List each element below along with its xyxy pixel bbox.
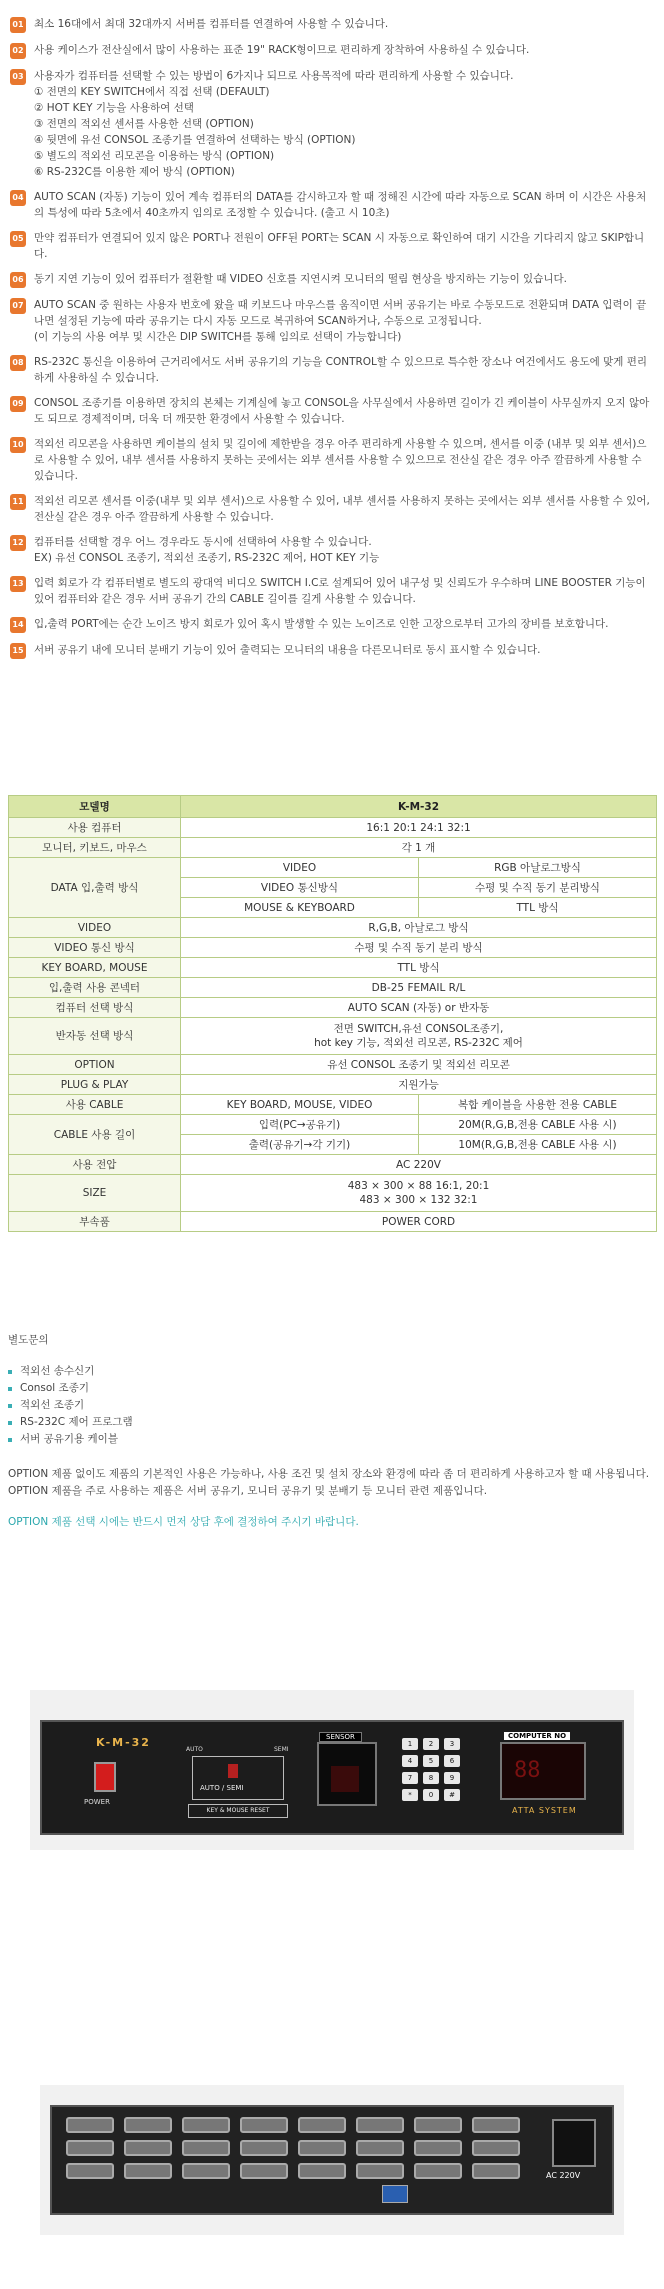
spec-value: MOUSE & KEYBOARD <box>181 898 419 918</box>
keypad-key: 4 <box>402 1755 418 1767</box>
spec-label: PLUG & PLAY <box>9 1075 181 1095</box>
db25-port-icon <box>66 2163 114 2179</box>
spec-label: 입,출력 사용 콘넥터 <box>9 978 181 998</box>
spec-header-model: K-M-32 <box>181 796 657 818</box>
feature-text: 적외선 리모콘 센서를 이중(내부 및 외부 센서)으로 사용할 수 있어, 내부 센서를 사용하지 못하는 곳에서는 외부 센서를 사용할 수 있어, 전산실 같은 경우 아주 깔끔하게 사용할 수 있습니다. <box>34 495 650 523</box>
db25-port-icon <box>298 2140 346 2156</box>
feature-text: RS-232C 통신을 이용하여 근거리에서도 서버 공유기의 기능을 CONTROL할 수 있으므로 특수한 장소나 여건에서도 용도에 맞게 편리하게 사용하실 수 있습니다. <box>34 356 648 384</box>
feature-text: 만약 컴퓨터가 연결되어 있지 않은 PORT나 전원이 OFF된 PORT는 SCAN 시 자동으로 확인하여 대기 시간을 기다리지 않고 SKIP합니다. <box>34 232 645 260</box>
db25-port-icon <box>182 2117 230 2133</box>
auto-label: AUTO <box>186 1746 203 1753</box>
table-row <box>9 958 657 978</box>
db25-port-icon <box>240 2140 288 2156</box>
feature-item <box>10 230 654 262</box>
spec-label: 사용 컴퓨터 <box>9 818 181 838</box>
sensor-lens-icon <box>331 1766 359 1792</box>
table-row <box>9 1155 657 1175</box>
spec-label: OPTION <box>9 1055 181 1075</box>
db25-port-icon <box>472 2117 520 2133</box>
feature-item <box>10 493 654 525</box>
feature-text: 입,출력 PORT에는 순간 노이즈 방지 회로가 있어 혹시 발생할 수 있는 노이즈로 인한 고장으로부터 고가의 장비를 보호합니다. <box>34 618 609 630</box>
spec-value: TTL 방식 <box>181 958 657 978</box>
reset-label: KEY & MOUSE RESET <box>188 1804 288 1818</box>
sensor-label: SENSOR <box>319 1732 362 1742</box>
product-rear-photo <box>40 2085 624 2235</box>
spec-value: 수평 및 수직 동기 분리방식 <box>419 878 657 898</box>
spec-value: 10M(R,G,B,전용 CABLE 사용 시) <box>419 1135 657 1155</box>
spec-label: CABLE 사용 길이 <box>9 1115 181 1155</box>
bullet-icon <box>8 1404 12 1408</box>
feature-number-badge: 10 <box>10 437 26 453</box>
feature-number-badge: 13 <box>10 576 26 592</box>
feature-text: 컴퓨터를 선택할 경우 어느 경우라도 동시에 선택하여 사용할 수 있습니다. EX) 유선 CONSOL 조종기, 적외선 조종기, RS-232C 제어, HOT KEY 기능 <box>34 536 380 564</box>
product-front-photo <box>30 1690 634 1850</box>
toggle-switch-icon <box>228 1764 238 1778</box>
keypad-key: 2 <box>423 1738 439 1750</box>
table-row <box>9 998 657 1018</box>
feature-item <box>10 354 654 386</box>
auto-semi-frame <box>192 1756 284 1800</box>
feature-text: 동기 지연 기능이 있어 컴퓨터가 절환할 때 VIDEO 신호를 지연시켜 모니터의 떨림 현상을 방지하는 기능이 있습니다. <box>34 273 567 285</box>
table-row <box>9 1075 657 1095</box>
spec-value: KEY BOARD, MOUSE, VIDEO <box>181 1095 419 1115</box>
table-row <box>9 1175 657 1212</box>
feature-text: 최소 16대에서 최대 32대까지 서버를 컴퓨터를 연결하여 사용할 수 있습니다. <box>34 18 389 30</box>
spec-label: VIDEO 통신 방식 <box>9 938 181 958</box>
spec-label: 부속품 <box>9 1212 181 1232</box>
table-row <box>9 978 657 998</box>
spec-label: 반자동 선택 방식 <box>9 1018 181 1055</box>
spec-label: 컴퓨터 선택 방식 <box>9 998 181 1018</box>
front-panel <box>40 1720 624 1835</box>
power-label: POWER <box>84 1798 110 1806</box>
bullet-icon <box>8 1438 12 1442</box>
feature-number-badge: 07 <box>10 298 26 314</box>
spec-value: R,G,B, 아날로그 방식 <box>181 918 657 938</box>
db25-port-icon <box>182 2140 230 2156</box>
table-row <box>9 1115 657 1135</box>
db25-port-icon <box>240 2163 288 2179</box>
feature-item <box>10 42 654 59</box>
table-row <box>9 858 657 878</box>
feature-number-badge: 02 <box>10 43 26 59</box>
keypad-key: 5 <box>423 1755 439 1767</box>
table-row <box>9 1018 657 1055</box>
feature-number-badge: 12 <box>10 535 26 551</box>
db25-port-icon <box>66 2117 114 2133</box>
led-display <box>500 1742 586 1800</box>
spec-value: 입력(PC→공유기) <box>181 1115 419 1135</box>
brand-label: ATTA SYSTEM <box>512 1806 577 1815</box>
spec-label: SIZE <box>9 1175 181 1212</box>
spec-header-label: 모델명 <box>9 796 181 818</box>
bullet-icon <box>8 1370 12 1374</box>
table-row <box>9 838 657 858</box>
table-row <box>9 1095 657 1115</box>
power-switch-icon <box>94 1762 116 1792</box>
list-item: RS-232C 제어 프로그램 <box>8 1414 656 1431</box>
keypad-key: 9 <box>444 1772 460 1784</box>
spec-label: 사용 CABLE <box>9 1095 181 1115</box>
option-description: OPTION 제품을 주로 사용하는 제품은 서버 공유기, 모니터 공유기 및 분배기 등 모니터 관련 제품입니다. <box>8 1485 488 1497</box>
feature-number-badge: 06 <box>10 272 26 288</box>
table-row <box>9 938 657 958</box>
table-row <box>9 1055 657 1075</box>
db25-port-icon <box>356 2163 404 2179</box>
db25-port-icon <box>182 2163 230 2179</box>
spec-label: KEY BOARD, MOUSE <box>9 958 181 978</box>
spec-value: TTL 방식 <box>419 898 657 918</box>
consult-notice: OPTION 제품 선택 시에는 반드시 먼저 상담 후에 결정하여 주시기 바랍니다. <box>8 1516 359 1528</box>
table-row <box>9 818 657 838</box>
list-item: Consol 조종기 <box>8 1380 656 1397</box>
spec-value: 20M(R,G,B,전용 CABLE 사용 시) <box>419 1115 657 1135</box>
auto-semi-label: AUTO / SEMI <box>200 1784 244 1792</box>
bullet-icon <box>8 1421 12 1425</box>
computer-no-label: COMPUTER NO <box>504 1732 570 1740</box>
spec-table <box>8 795 657 1232</box>
spec-value: 복합 케이블을 사용한 전용 CABLE <box>419 1095 657 1115</box>
db25-port-icon <box>298 2117 346 2133</box>
spec-label: DATA 입,출력 방식 <box>9 858 181 918</box>
vga-port-icon <box>382 2185 408 2203</box>
spec-value: 유선 CONSOL 조종기 및 적외선 리모콘 <box>181 1055 657 1075</box>
keypad-key: 0 <box>423 1789 439 1801</box>
db25-port-icon <box>356 2117 404 2133</box>
keypad-key: # <box>444 1789 460 1801</box>
keypad-key: * <box>402 1789 418 1801</box>
keypad-key: 3 <box>444 1738 460 1750</box>
option-notes <box>8 1332 656 1531</box>
spec-label: 사용 전압 <box>9 1155 181 1175</box>
spec-value: 출력(공유기→각 기기) <box>181 1135 419 1155</box>
spec-value: 16:1 20:1 24:1 32:1 <box>181 818 657 838</box>
feature-text: 입력 회로가 각 컴퓨터별로 별도의 광대역 비디오 SWITCH I.C로 설계되어 있어 내구성 및 신뢰도가 우수하며 LINE BOOSTER 기능이 있어 컴퓨터와 같은 경우 서버 공유기 간의 CABLE 길이를 길게 사용할 수 있습니다. <box>34 577 646 605</box>
feature-item <box>10 436 654 484</box>
db25-port-icon <box>356 2140 404 2156</box>
feature-number-badge: 08 <box>10 355 26 371</box>
db25-port-icon <box>124 2140 172 2156</box>
keypad-key: 6 <box>444 1755 460 1767</box>
feature-item <box>10 395 654 427</box>
db25-port-icon <box>240 2117 288 2133</box>
option-description: OPTION 제품 없이도 제품의 기본적인 사용은 가능하나, 사용 조건 및 설치 장소와 환경에 따라 좀 더 편리하게 사용하고자 할 때 사용됩니다. <box>8 1468 650 1480</box>
db25-port-icon <box>298 2163 346 2179</box>
ac-label: AC 220V <box>546 2171 581 2180</box>
table-row <box>9 1212 657 1232</box>
table-row <box>9 918 657 938</box>
db25-port-grid <box>66 2117 536 2179</box>
keypad-key: 1 <box>402 1738 418 1750</box>
feature-item <box>10 616 654 633</box>
keypad <box>402 1738 460 1801</box>
feature-number-badge: 04 <box>10 190 26 206</box>
db25-port-icon <box>414 2140 462 2156</box>
db25-port-icon <box>124 2117 172 2133</box>
spec-value: RGB 아날로그방식 <box>419 858 657 878</box>
feature-item <box>10 189 654 221</box>
keypad-key: 8 <box>423 1772 439 1784</box>
option-list <box>8 1363 656 1448</box>
spec-label: VIDEO <box>9 918 181 938</box>
inquiry-title: 별도문의 <box>8 1334 49 1346</box>
feature-number-badge: 03 <box>10 69 26 85</box>
feature-item <box>10 68 654 180</box>
spec-value: 지원가능 <box>181 1075 657 1095</box>
spec-value: VIDEO 통신방식 <box>181 878 419 898</box>
spec-value: 수평 및 수직 동기 분리 방식 <box>181 938 657 958</box>
feature-item <box>10 271 654 288</box>
spec-value: VIDEO <box>181 858 419 878</box>
feature-number-badge: 11 <box>10 494 26 510</box>
feature-item <box>10 642 654 659</box>
feature-item <box>10 534 654 566</box>
rear-panel <box>50 2105 614 2215</box>
feature-text: 서버 공유기 내에 모니터 분배기 기능이 있어 출력되는 모니터의 내용을 다른모니터로 동시 표시할 수 있습니다. <box>34 644 541 656</box>
keypad-key: 7 <box>402 1772 418 1784</box>
feature-number-badge: 09 <box>10 396 26 412</box>
spec-value: 전면 SWITCH,유선 CONSOL조종기, hot key 기능, 적외선 리모콘, RS-232C 제어 <box>181 1018 657 1055</box>
bullet-icon <box>8 1387 12 1391</box>
feature-item <box>10 16 654 33</box>
ir-sensor-window <box>317 1742 377 1806</box>
spec-value: DB-25 FEMAIL R/L <box>181 978 657 998</box>
spec-value: POWER CORD <box>181 1212 657 1232</box>
feature-text: CONSOL 조종기를 이용하면 장치의 본체는 기계실에 놓고 CONSOL을 사무실에서 사용하면 길이가 긴 케이블이 사무실까지 오지 않아도 되므로 경제적이며, 더욱 더 깨끗한 환경에서 사용할 수 있습니다. <box>34 397 650 425</box>
feature-number-badge: 05 <box>10 231 26 247</box>
feature-text: AUTO SCAN 중 원하는 사용자 번호에 왔을 때 키보드나 마우스를 움직이면 서버 공유기는 바로 수동모드로 전환되며 DATA 입력이 끝나면 설정된 기능에 따라 공유기는 다시 자동 모드로 복귀하여 SCAN하거나, 수동으로 고정됩니다. (이 기능의 사용 여부 및 시간은 DIP SWITCH를 통해 임의로 선택이 가능합니다) <box>34 299 647 343</box>
db25-port-icon <box>472 2140 520 2156</box>
feature-list <box>10 16 654 668</box>
db25-port-icon <box>414 2163 462 2179</box>
spec-value: AUTO SCAN (자동) or 반자동 <box>181 998 657 1018</box>
semi-label: SEMI <box>274 1746 289 1753</box>
feature-item <box>10 297 654 345</box>
feature-number-badge: 15 <box>10 643 26 659</box>
list-item: 적외선 송수신기 <box>8 1363 656 1380</box>
feature-text: 사용자가 컴퓨터를 선택할 수 있는 방법이 6가지나 되므로 사용목적에 따라 편리하게 사용할 수 있습니다. ① 전면의 KEY SWITCH에서 직접 선택 (DEFAULT) ② HOT KEY 기능을 사용하여 선택 ③ 전면의 적외선 센서를 사용한 선택 (OPTION) ④ 뒷면에 유선 CONSOL 조종기를 연결하여 선택하는 방식 (OPTION) ⑤ 별도의 적외선 리모콘을 이용하는 방식 (OPTION) ⑥ RS-232C를 이용한 제어 방식 (OPTION) <box>34 70 514 178</box>
db25-port-icon <box>124 2163 172 2179</box>
spec-value: AC 220V <box>181 1155 657 1175</box>
spec-value: 각 1 개 <box>181 838 657 858</box>
db25-port-icon <box>414 2117 462 2133</box>
power-socket-icon <box>552 2119 596 2167</box>
db25-port-icon <box>66 2140 114 2156</box>
db25-port-icon <box>472 2163 520 2179</box>
feature-text: 적외선 리모콘을 사용하면 케이블의 설치 및 길이에 제한받을 경우 아주 편리하게 사용할 수 있으며, 센서를 이중 (내부 및 외부 센서)으로 사용할 수 있어, 내부 센서를 사용하지 못하는 곳에서는 외부 센서를 사용할 수 있으므로 전산실 같은 경우 아주 깔끔하게 사용할 수 있습니다. <box>34 438 647 482</box>
spec-value: 483 × 300 × 88 16:1, 20:1 483 × 300 × 132 32:1 <box>181 1175 657 1212</box>
feature-text: AUTO SCAN (자동) 기능이 있어 계속 컴퓨터의 DATA를 감시하고자 할 때 정해진 시간에 따라 자동으로 SCAN 하며 이 시간은 사용처의 특성에 따라 5초에서 40초까지 임의로 조정할 수 있습니다. (출고 시 10초) <box>34 191 647 219</box>
spec-label: 모니터, 키보드, 마우스 <box>9 838 181 858</box>
feature-item <box>10 575 654 607</box>
list-item: 서버 공유기용 케이블 <box>8 1431 656 1448</box>
feature-number-badge: 14 <box>10 617 26 633</box>
feature-number-badge: 01 <box>10 17 26 33</box>
display-digits: 88 <box>514 1758 541 1783</box>
feature-text: 사용 케이스가 전산실에서 많이 사용하는 표준 19" RACK형이므로 편리하게 장착하여 사용하실 수 있습니다. <box>34 44 530 56</box>
list-item: 적외선 조종기 <box>8 1397 656 1414</box>
model-badge: K-M-32 <box>96 1736 151 1749</box>
